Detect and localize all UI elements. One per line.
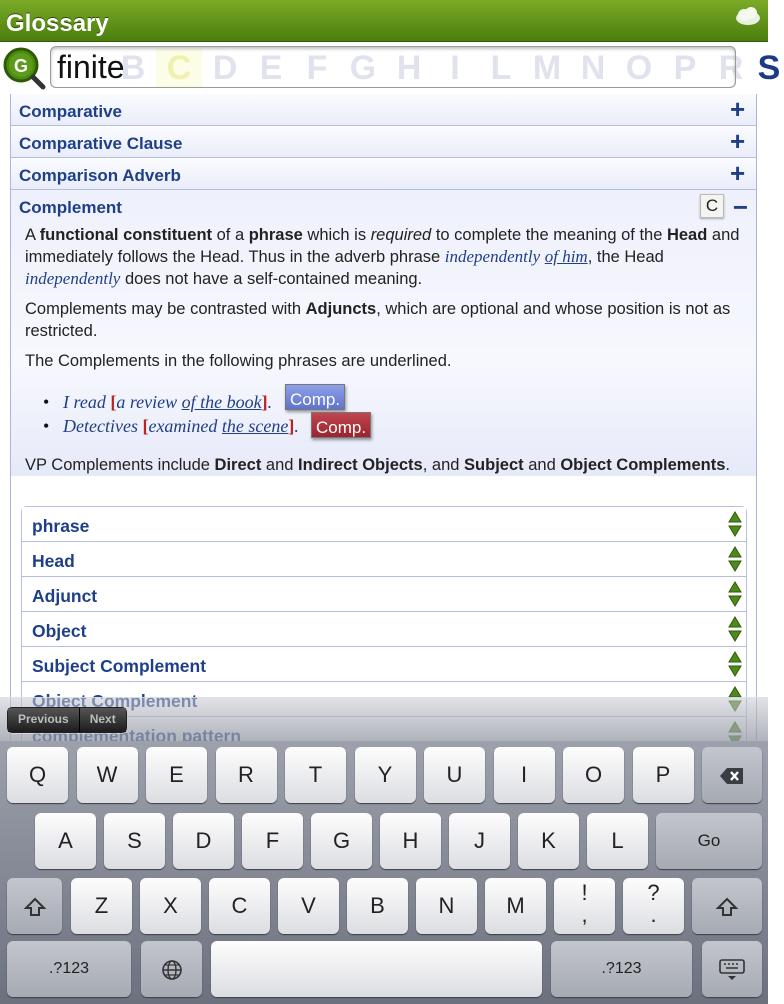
related-term-label: Head [32, 551, 75, 571]
g-magnifier-icon[interactable] [2, 46, 46, 90]
link-term[interactable]: Complements [616, 456, 726, 474]
key-q[interactable]: Q [7, 747, 68, 803]
link-term[interactable]: Adjuncts [305, 300, 377, 318]
key-b[interactable]: B [347, 878, 408, 934]
key-n[interactable]: N [416, 878, 477, 934]
up-down-arrow-icon[interactable] [728, 546, 742, 572]
exclaim-comma-key[interactable]: ! , [554, 878, 615, 934]
numbers-key-left[interactable]: .?123 [7, 941, 131, 997]
shift-key[interactable] [7, 878, 62, 934]
prev-next-control [7, 707, 127, 733]
shift-icon [716, 897, 738, 917]
example-item: • Detectives [examined the scene]. Comp. [43, 414, 756, 438]
collapse-icon[interactable]: − [732, 192, 748, 222]
alphabet-letter[interactable]: B [120, 49, 146, 87]
definition-paragraph: VP Complements include Direct and Indirect Objects, and Subject and Object Complements. [25, 456, 730, 474]
alphabet-letter[interactable]: R [718, 49, 744, 87]
glossary-row[interactable] [11, 94, 756, 126]
expand-icon[interactable]: + [730, 126, 746, 156]
alphabet-letter[interactable]: M [532, 49, 562, 87]
expand-icon[interactable]: + [730, 158, 746, 188]
alphabet-letter[interactable]: E [259, 49, 283, 87]
shift-key-right[interactable] [692, 878, 762, 934]
svg-text:G: G [13, 56, 29, 76]
app-title: Glossary [6, 10, 109, 37]
key-k[interactable]: K [518, 813, 579, 869]
up-down-arrow-icon[interactable] [728, 616, 742, 642]
glossary-row[interactable] [11, 158, 756, 190]
glossary-row-label: Comparative Clause [19, 134, 183, 153]
definition-paragraph: The Complements in the following phrases are underlined. [25, 352, 452, 370]
key-a[interactable]: A [35, 813, 96, 869]
key-h[interactable]: H [380, 813, 441, 869]
key-w[interactable]: W [77, 747, 138, 803]
related-term-row[interactable] [22, 647, 746, 682]
alphabet-letter[interactable]: H [396, 49, 422, 87]
link-term[interactable]: Object [560, 456, 612, 474]
alphabet-letter[interactable]: L [490, 49, 512, 87]
related-term-label: Adjunct [32, 586, 98, 606]
previous-button[interactable]: Previous [8, 708, 79, 732]
related-term-row[interactable] [22, 542, 746, 577]
key-y[interactable]: Y [355, 747, 416, 803]
keyboard-hide-icon [719, 959, 745, 981]
key-u[interactable]: U [424, 747, 485, 803]
key-e[interactable]: E [146, 747, 207, 803]
glossary-entry-expanded [11, 190, 756, 476]
key-p[interactable]: P [633, 747, 694, 803]
key-x[interactable]: X [140, 878, 201, 934]
search-input[interactable] [57, 49, 657, 85]
related-term-row[interactable] [22, 507, 746, 542]
key-z[interactable]: Z [71, 878, 132, 934]
key-c[interactable]: C [209, 878, 270, 934]
title-bar [0, 0, 768, 42]
globe-icon [161, 959, 183, 981]
up-down-arrow-icon[interactable] [728, 651, 742, 677]
glossary-row-label: Comparative [19, 102, 122, 121]
hide-keyboard-key[interactable] [702, 941, 762, 997]
expand-icon[interactable]: + [730, 94, 746, 124]
cloud-icon[interactable] [734, 6, 762, 28]
space-key[interactable] [211, 941, 542, 997]
alphabet-letter[interactable]: C [156, 49, 202, 88]
complement-tag[interactable]: Comp. [285, 384, 345, 410]
alphabet-letter[interactable]: F [306, 49, 328, 87]
link-term[interactable]: phrase [248, 226, 303, 244]
key-o[interactable]: O [563, 747, 624, 803]
alphabet-letter[interactable]: I [450, 49, 460, 87]
example-item: • I read [a review of the book]. Comp. [43, 390, 756, 414]
alphabet-letter[interactable]: G [349, 49, 377, 87]
backspace-key[interactable] [702, 747, 762, 803]
glossary-row[interactable] [11, 126, 756, 158]
link-term[interactable]: Direct [214, 456, 262, 474]
alphabet-letter[interactable]: S [757, 49, 781, 87]
key-g[interactable]: G [311, 813, 372, 869]
key-i[interactable]: I [494, 747, 555, 803]
go-key[interactable]: Go [656, 813, 762, 869]
key-f[interactable]: F [242, 813, 303, 869]
key-s[interactable]: S [104, 813, 165, 869]
link-term[interactable]: functional constituent [39, 226, 213, 244]
key-t[interactable]: T [285, 747, 346, 803]
entry-title: Complement [19, 198, 122, 217]
alphabet-letter[interactable]: D [212, 49, 238, 87]
shift-icon [24, 897, 46, 917]
alphabet-letter[interactable]: N [580, 49, 606, 87]
complement-tag[interactable]: Comp. [311, 412, 371, 438]
key-v[interactable]: V [278, 878, 339, 934]
glossary-row-label: Comparison Adverb [19, 166, 181, 185]
related-term-label: Object [32, 621, 87, 641]
question-period-key[interactable]: ? . [623, 878, 684, 934]
glossary-list [10, 94, 757, 740]
definition-paragraph: Complements may be contrasted with Adjuncts, which are optional and whose position is not as restricted. [25, 300, 731, 340]
link-term[interactable]: Indirect Objects [298, 456, 423, 474]
globe-key[interactable] [141, 941, 202, 997]
alphabet-letter[interactable]: P [673, 49, 697, 87]
definition-paragraph: A functional constituent of a phrase which is required to complete the meaning of the Head and immediately follows the Head. Thus in the adverb phrase independently of him, the Head independently does not have a self-contained meaning. [25, 226, 740, 288]
numbers-key-right[interactable]: .?123 [551, 941, 692, 997]
related-term-label: Subject Complement [32, 656, 207, 676]
letter-badge: C [700, 194, 724, 218]
example-list [43, 390, 756, 438]
up-down-arrow-icon[interactable] [728, 581, 742, 607]
link-term[interactable]: Subject [464, 456, 524, 474]
alphabet-letter[interactable]: O [625, 49, 653, 87]
backspace-icon [719, 767, 745, 785]
up-down-arrow-icon[interactable] [728, 511, 742, 537]
key-r[interactable]: R [216, 747, 277, 803]
related-term-row[interactable] [22, 612, 746, 647]
related-term-label: phrase [32, 516, 90, 536]
key-d[interactable]: D [173, 813, 234, 869]
key-m[interactable]: M [485, 878, 546, 934]
key-j[interactable]: J [449, 813, 510, 869]
key-l[interactable]: L [587, 813, 648, 869]
entry-header[interactable] [11, 190, 756, 222]
link-term[interactable]: Head [666, 226, 708, 244]
next-button[interactable]: Next [79, 708, 126, 732]
related-term-row[interactable] [22, 577, 746, 612]
on-screen-keyboard [0, 741, 768, 1004]
search-field[interactable] [50, 46, 736, 88]
